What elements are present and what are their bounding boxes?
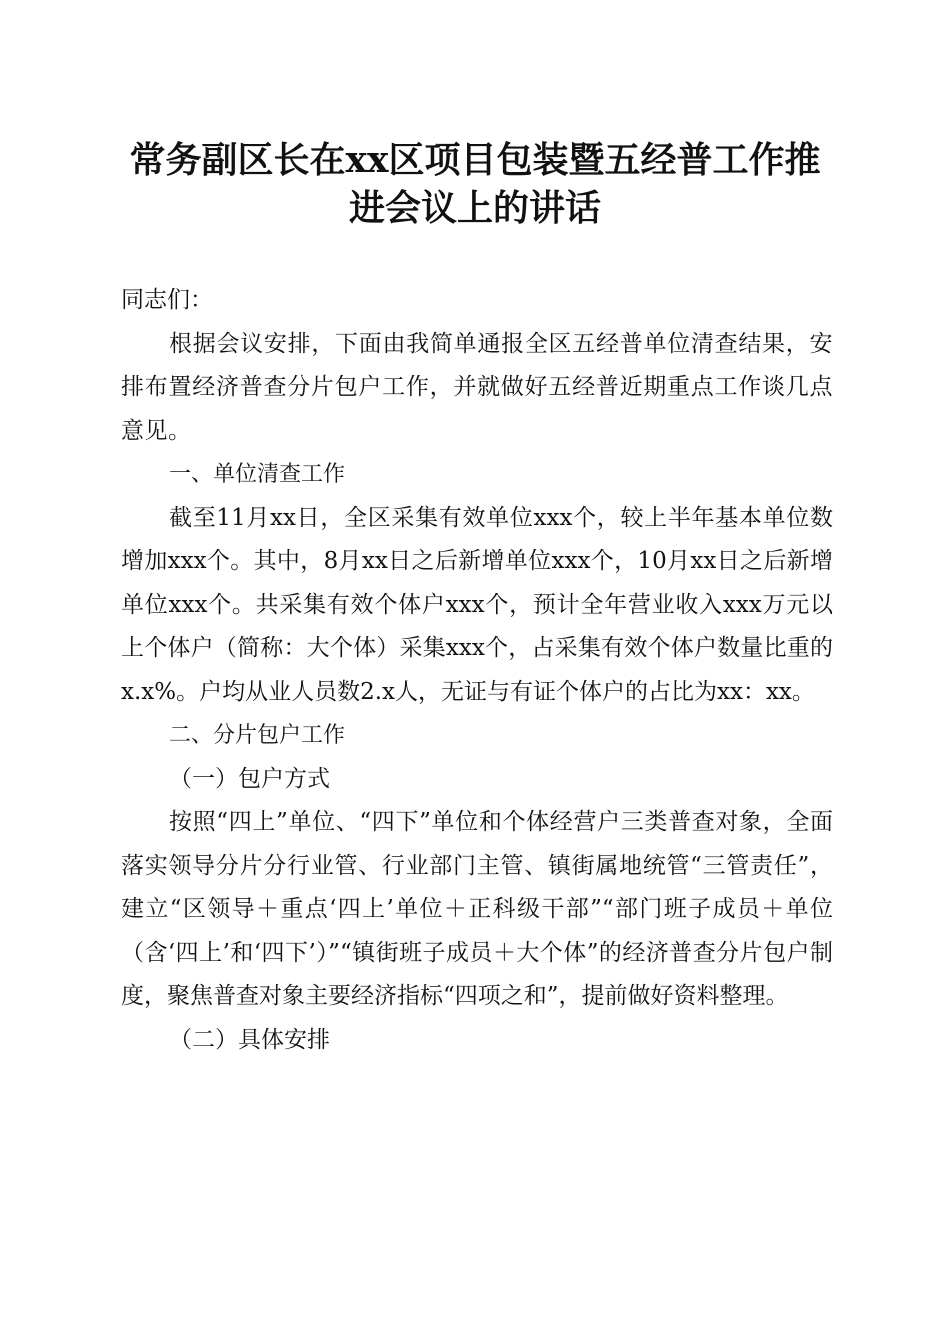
section-2-subheading-1: （一）包户方式 (169, 765, 330, 792)
intro-paragraph: 根据会议安排，下面由我简单通报全区五经普单位清查结果，安排布置经济普查分片包户工作，并就做好五经普近期重点工作谈几点意见。 (121, 330, 833, 444)
document-title (110, 136, 840, 232)
section-1-heading: 一、单位清查工作 (169, 462, 346, 487)
section-2-paragraph-1: 按照“四上”单位、“四下”单位和个体经营户三类普查对象，全面落实领导分片分行业管、行业部门主管、镇街属地统管“三管责任”，建立“区领导＋重点‘四上’单位＋正科级干部”“部门班子成员＋单位（含‘四上’和‘四下’）”“镇街班子成员＋大个体”的经济普查分片包户制度，聚焦普查对象主要经济指标“四项之和”，提前做好资料整理。 (121, 809, 833, 1009)
section-2-subheading-2: （二）具体安排 (169, 1026, 330, 1053)
section-1-paragraph: 截至11月xx日，全区采集有效单位xxx个，较上半年基本单位数增加xxx个。其中，8月xx日之后新增单位xxx个，10月xx日之后新增单位xxx个。共采集有效个体户xxx个，预计全年营业收入xxx万元以上个体户（简称：大个体）采集xxx个，占采集有效个体户数量比重的x.x%。户均从业人员数2.x人，无证与有证个体户的占比为xx：xx。 (121, 504, 833, 705)
title-line-2: 进会议上的讲话 (348, 187, 601, 229)
title-line-1: 常务副区长在xx区项目包装暨五经普工作推 (129, 139, 821, 181)
salutation: 同志们： (121, 287, 213, 313)
document-body (121, 279, 833, 1062)
section-2-heading: 二、分片包户工作 (169, 723, 346, 748)
